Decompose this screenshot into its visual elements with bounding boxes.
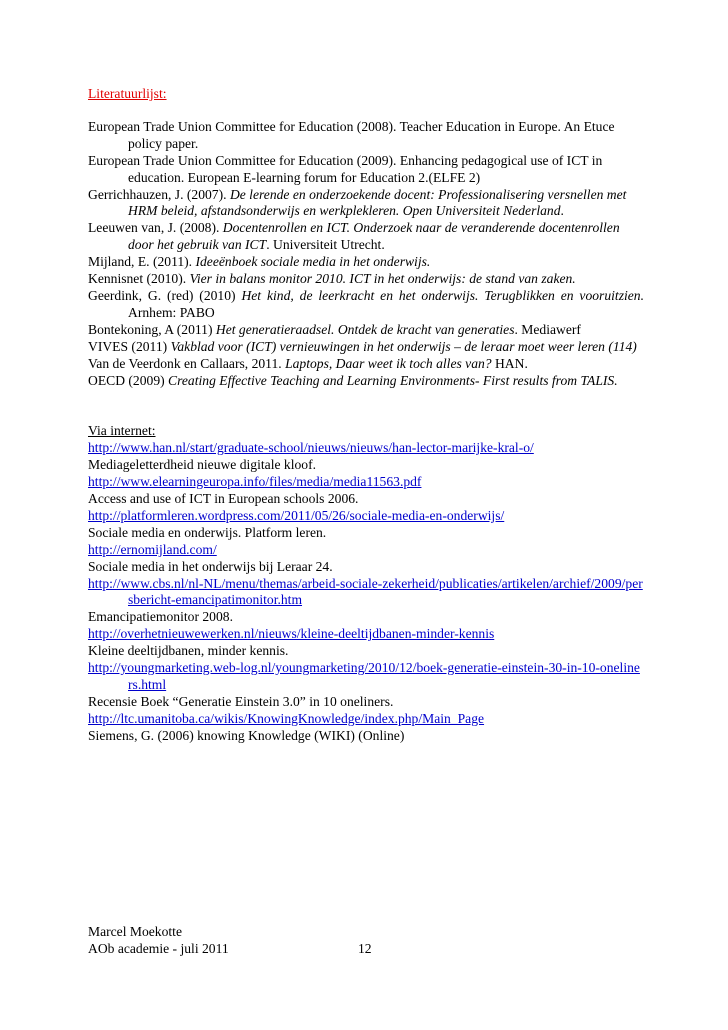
- internet-heading: Via internet:: [88, 423, 156, 439]
- reference-link[interactable]: http://ltc.umanitoba.ca/wikis/KnowingKnowledge/index.php/Main_Page: [88, 710, 485, 726]
- link-description: Sociale media en onderwijs. Platform leren.: [88, 524, 327, 540]
- page-footer: [88, 923, 644, 957]
- reference-link[interactable]: http://www.cbs.nl/nl-NL/menu/themas/arbeid-sociale-zekerheid/publicaties/artikelen/archief/2009/persbericht-emancipatimonitor.htm: [88, 575, 643, 608]
- link-description: Kleine deeltijdbanen, minder kennis.: [88, 643, 289, 659]
- link-description: Mediageletterdheid nieuwe digitale kloof.: [88, 457, 316, 473]
- reference-item: Bontekoning, A (2011) Het generatieraadsel. Ontdek de kracht van generaties. Mediawerf: [88, 321, 581, 337]
- footer-author: Marcel Moekotte: [88, 924, 182, 939]
- reference-link[interactable]: http://overhetnieuwewerken.nl/nieuws/kleine-deeltijdbanen-minder-kennis: [88, 626, 495, 642]
- reference-item: Gerrichhauzen, J. (2007). De lerende en onderzoekende docent: Professionalisering versnellen met HRM beleid, afstandsonderwijs en werkplekleren. Open Universiteit Nederland.: [88, 186, 627, 219]
- reference-item: VIVES (2011) Vakblad voor (ICT) vernieuwingen in het onderwijs – de leraar moet weer leren (114): [88, 338, 637, 354]
- document-page: [88, 86, 644, 745]
- link-description: Siemens, G. (2006) knowing Knowledge (WIKI) (Online): [88, 727, 405, 743]
- reference-item: Leeuwen van, J. (2008). Docentenrollen en ICT. Onderzoek naar de veranderende docentenrollen door het gebruik van ICT. Universiteit Utrecht.: [88, 220, 620, 253]
- reference-item: OECD (2009) Creating Effective Teaching and Learning Environments- First results from TALIS.: [88, 372, 618, 388]
- link-description: Sociale media in het onderwijs bij Leraar 24.: [88, 558, 333, 574]
- reference-link[interactable]: http://ernomijland.com/: [88, 541, 217, 557]
- reference-link[interactable]: http://www.han.nl/start/graduate-school/nieuws/nieuws/han-lector-marijke-kral-o/: [88, 440, 534, 456]
- reference-item: Geerdink, G. (red) (2010) Het kind, de leerkracht en het onderwijs. Terugblikken en vooruitzien. Arnhem: PABO: [88, 287, 644, 320]
- reference-item: Mijland, E. (2011). Ideeënboek sociale media in het onderwijs.: [88, 254, 431, 270]
- link-description: Recensie Boek “Generatie Einstein 3.0” in 10 oneliners.: [88, 693, 394, 709]
- reference-list: [88, 119, 644, 390]
- link-description: Access and use of ICT in European schools 2006.: [88, 491, 359, 507]
- reference-item: Van de Veerdonk en Callaars, 2011. Laptops, Daar weet ik toch alles van? HAN.: [88, 355, 528, 371]
- reference-item: European Trade Union Committee for Education (2009). Enhancing pedagogical use of ICT in education. European E-learning forum for Education 2.(ELFE 2): [88, 152, 603, 185]
- link-description: Emancipatiemonitor 2008.: [88, 609, 233, 625]
- reference-link[interactable]: http://platformleren.wordpress.com/2011/05/26/sociale-media-en-onderwijs/: [88, 507, 505, 523]
- page-number: 12: [358, 941, 372, 956]
- reference-link[interactable]: http://www.elearningeuropa.info/files/media/media11563.pdf: [88, 474, 422, 490]
- reference-item: European Trade Union Committee for Education (2008). Teacher Education in Europe. An Etuce policy paper.: [88, 118, 615, 151]
- footer-org-date: AOb academie - juli 2011: [88, 941, 229, 956]
- internet-link-list: [88, 440, 644, 744]
- reference-item: Kennisnet (2010). Vier in balans monitor 2010. ICT in het onderwijs: de stand van zaken.: [88, 271, 576, 287]
- literature-heading: Literatuurlijst:: [88, 86, 167, 101]
- reference-link[interactable]: http://youngmarketing.web-log.nl/youngmarketing/2010/12/boek-generatie-einstein-30-in-10-oneliners.html: [88, 660, 640, 692]
